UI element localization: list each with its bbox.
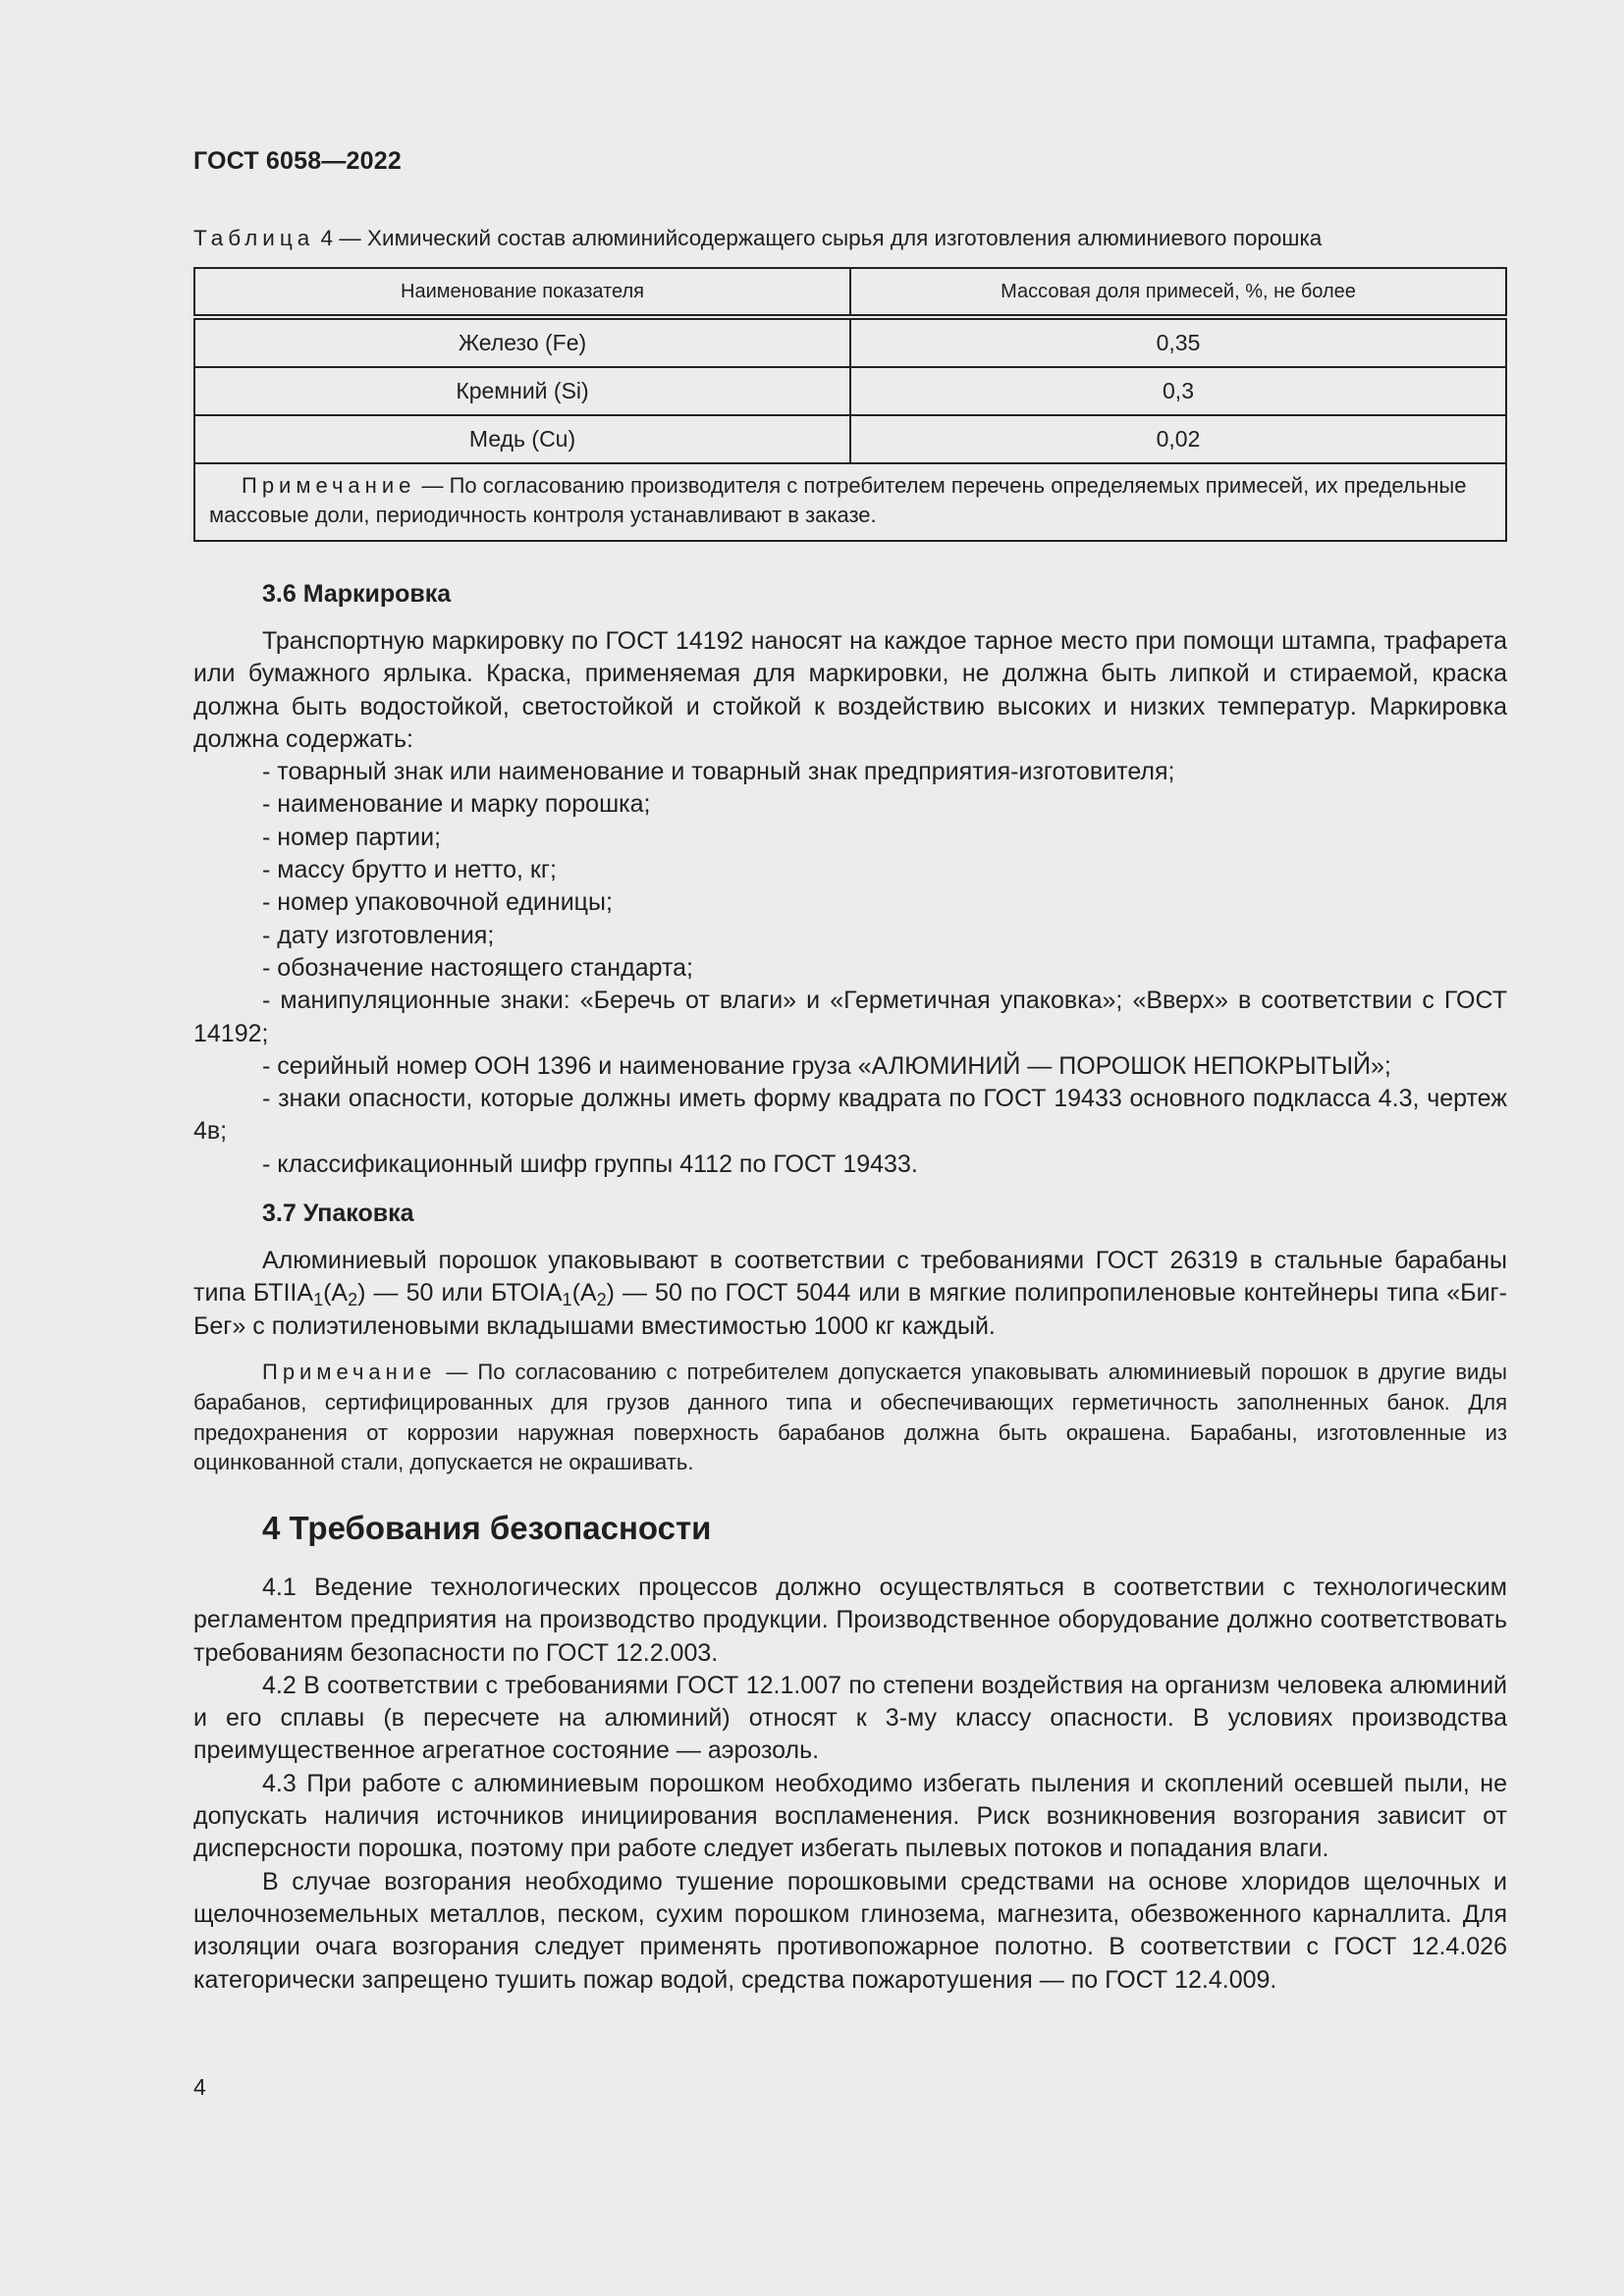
table-note-text: — По согласованию производителя с потребителем перечень определяемых примесей, их предельные массовые доли, периодичность контроля устанавливают в заказе. (209, 473, 1467, 528)
table-note-label: Примечание (242, 473, 416, 498)
list-item: - серийный номер ООН 1396 и наименование груза «АЛЮМИНИЙ — ПОРОШОК НЕПОКРЫТЫЙ»; (262, 1051, 1391, 1080)
packaging-paragraph: Алюминиевый порошок упаковывают в соответствии с требованиями ГОСТ 26319 в стальные барабаны типа $БТIIА_1(А_2)$ — 50 или $БТОIА_1(А_2)$ — 50 по ГОСТ 5044 или в мягкие полипропиленовые контейнеры типа «Биг-Бег» с полиэтиленовыми вкладышами вместимостью 1000 кг каждый. (193, 1247, 1507, 1340)
section-4-title: 4 Требования безопасности (262, 1510, 712, 1546)
section-4-paragraph: 4.1 Ведение технологических процессов должно осуществляться в соответствии с технологическим регламентом предприятия на производство продукции. Производственное оборудование должно соответствовать требованиям безопасности по ГОСТ 12.2.003. (193, 1574, 1507, 1667)
table-header-cell: Наименование показателя (194, 268, 850, 317)
table-note-row (194, 463, 1506, 541)
table-caption-label: Таблица (193, 226, 315, 250)
table-row (194, 317, 1506, 367)
list-item: - наименование и марку порошка; (262, 790, 651, 819)
document-header: ГОСТ 6058—2022 (193, 147, 402, 175)
packaging-note-text: — По согласованию с потребителем допускается упаковывать алюминиевый порошок в другие виды барабанов, сертифицированных для грузов данного типа и обеспечивающих герметичность заполненных банок. Для предохранения от коррозии наружная поверхность барабанов должна быть окрашена. Барабаны, изготовленные из оцинкованной стали, допускается не окрашивать. (193, 1360, 1507, 1475)
section-3-6-title: 3.6 Маркировка (262, 580, 452, 608)
table-row (194, 415, 1506, 463)
table-cell: 0,35 (850, 317, 1506, 367)
table-header-cell: Массовая доля примесей, %, не более (850, 268, 1506, 317)
section-3-6-intro: Транспортную маркировку по ГОСТ 14192 наносят на каждое тарное место при помощи штампа, трафарета или бумажного ярлыка. Краска, применяемая для маркировки, не должна быть липкой и стираемой, краска должна быть водостойкой, светостойкой и стойкой к воздействию высоких и низких температур. Маркировка должна содержать: (193, 627, 1507, 753)
table-caption (193, 226, 1322, 251)
table-cell: Кремний (Si) (194, 367, 850, 415)
section-3-7-title: 3.7 Упаковка (262, 1200, 414, 1227)
section-4-paragraph: 4.2 В соответствии с требованиями ГОСТ 12.1.007 по степени воздействия на организм человека алюминий и его сплавы (в пересчете на алюминий) относят к 3-му классу опасности. В условиях производства преимущественное агрегатное состояние — аэрозоль. (193, 1671, 1507, 1765)
list-item: - классификационный шифр группы 4112 по ГОСТ 19433. (262, 1149, 918, 1178)
list-item: - номер упаковочной единицы; (262, 888, 613, 917)
list-item: - манипуляционные знаки: «Беречь от влаги» и «Герметичная упаковка»; «Вверх» в соответствии с ГОСТ 14192; (193, 987, 1507, 1047)
section-3-7-body (193, 1245, 1507, 1343)
list-item: - номер партии; (262, 823, 442, 851)
section-3-6-body (193, 625, 1507, 1181)
table-header-row (194, 268, 1506, 317)
chemical-composition-table (193, 267, 1507, 542)
list-item: - обозначение настоящего стандарта; (262, 953, 693, 982)
section-4-paragraph: В случае возгорания необходимо тушение порошковыми средствами на основе хлоридов щелочных и щелочноземельных металлов, песком, сухим порошком глинозема, магнезита, обезвоженного карналлита. Для изоляции очага возгорания следует применять противопожарное полотно. В соответствии с ГОСТ 12.4.026 категорически запрещено тушить пожар водой, средства пожаротушения — по ГОСТ 12.4.009. (193, 1867, 1507, 1994)
table-caption-text: 4 — Химический состав алюминийсодержащего сырья для изготовления алюминиевого порошка (314, 226, 1323, 250)
section-4-body (193, 1572, 1507, 1997)
list-item: - дату изготовления; (262, 921, 495, 949)
page-number: 4 (193, 2074, 206, 2100)
list-item: - товарный знак или наименование и товарный знак предприятия-изготовителя; (262, 758, 1175, 786)
section-4-paragraph: 4.3 При работе с алюминиевым порошком необходимо избегать пыления и скоплений осевшей пыли, не допускать наличия источников инициирования воспламенения. Риск возникновения возгорания зависит от дисперсности порошка, поэтому при работе следует избегать пылевых потоков и попадания влаги. (193, 1769, 1507, 1863)
table-row (194, 367, 1506, 415)
packaging-note-label: Примечание (262, 1360, 437, 1384)
packaging-note (193, 1358, 1507, 1478)
list-item: - массу брутто и нетто, кг; (262, 856, 557, 884)
table-cell: 0,02 (850, 415, 1506, 463)
table-cell: 0,3 (850, 367, 1506, 415)
table-cell: Железо (Fe) (194, 317, 850, 367)
table-cell: Медь (Cu) (194, 415, 850, 463)
list-item: - знаки опасности, которые должны иметь форму квадрата по ГОСТ 19433 основного подкласса 4.3, чертеж 4в; (193, 1085, 1507, 1146)
table-note (194, 463, 1506, 541)
